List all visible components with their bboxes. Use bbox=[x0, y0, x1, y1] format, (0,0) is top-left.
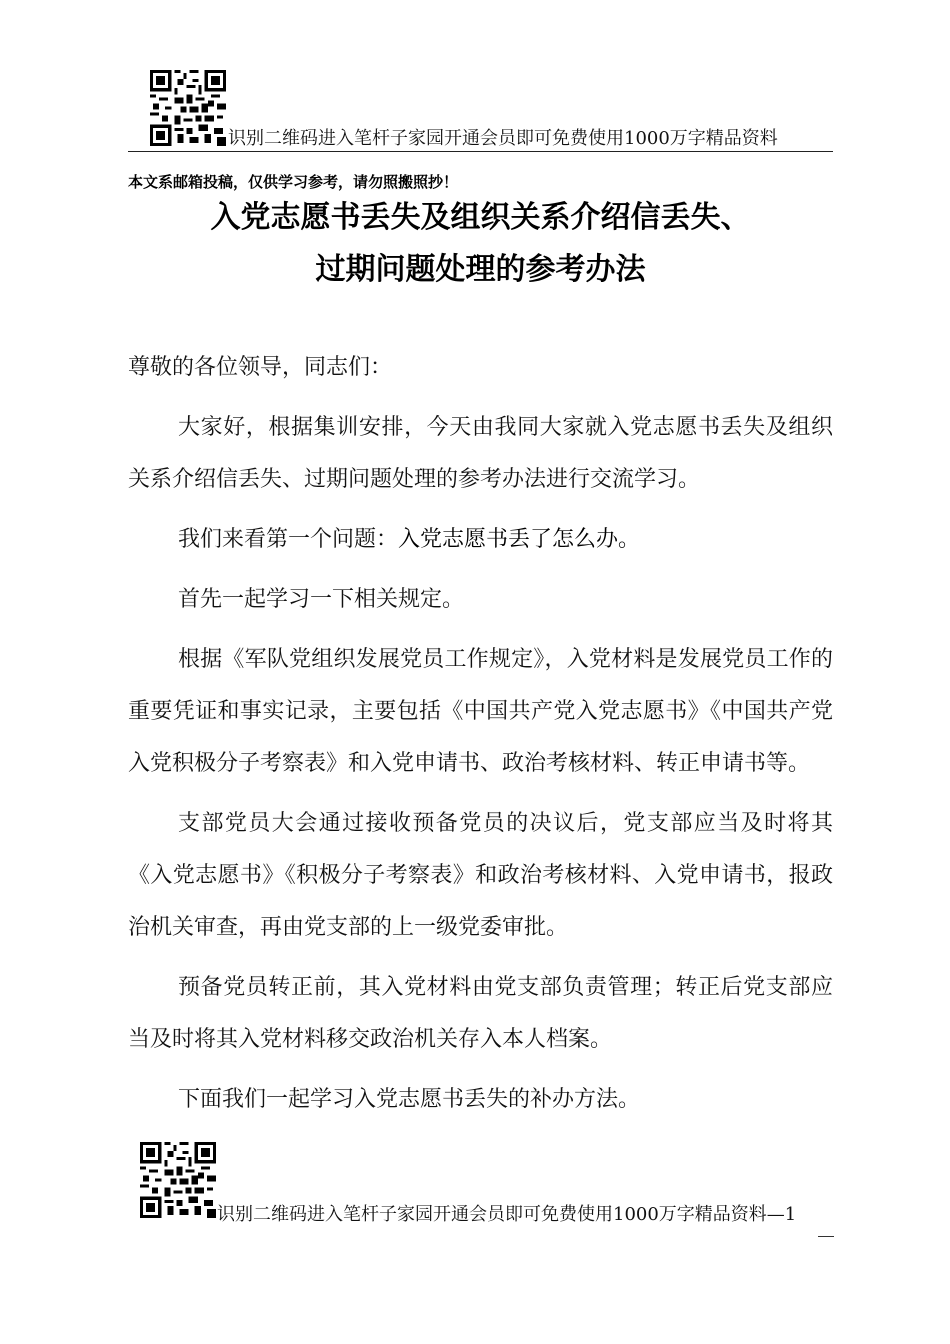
salutation: 尊敬的各位领导，同志们： bbox=[128, 355, 393, 380]
footer-promo-text: 识别二维码进入笔杆子家园开通会员即可免费使用1000万字精品资料—1 bbox=[217, 1204, 797, 1225]
paragraph-regulation: 根据《军队党组织发展党员工作规定》，入党材料是发展党员工作的重要凭证和事实记录，主要包括《中国共产党入党志愿书》《中国共产党入党积极分子考察表》和入党申请书、政治考核材料、转正申请书等。 bbox=[128, 647, 833, 776]
submission-notice: 本文系邮箱投稿，仅供学习参考，请勿照搬照抄！ bbox=[128, 173, 459, 191]
qr-code-header[interactable] bbox=[150, 70, 226, 146]
question-highlight: 入党志愿书丢了怎么办。 bbox=[398, 527, 641, 552]
paragraph-next: 下面我们一起学习入党志愿书丢失的补办方法。 bbox=[178, 1087, 641, 1112]
qr-code-footer[interactable] bbox=[140, 1142, 216, 1218]
paragraph-procedure: 支部党员大会通过接收预备党员的决议后，党支部应当及时将其《入党志愿书》《积极分子考察表》和政治考核材料、入党申请书，报政治机关审查，再由党支部的上一级党委审批。 bbox=[128, 811, 833, 940]
paragraph-intro: 大家好，根据集训安排，今天由我同大家就入党志愿书丢失及组织关系介绍信丢失、过期问题处理的参考办法进行交流学习。 bbox=[128, 415, 833, 492]
paragraph-question-1 bbox=[128, 514, 833, 566]
qr-code-icon bbox=[140, 1142, 216, 1218]
title-line-2: 过期问题处理的参考办法 bbox=[315, 252, 646, 287]
header-promo-text: 识别二维码进入笔杆子家园开通会员即可免费使用1000万字精品资料 bbox=[228, 128, 778, 149]
footer-page-dash bbox=[818, 1236, 834, 1237]
question-lead: 我们来看第一个问题： bbox=[178, 527, 399, 552]
paragraph-study-rules: 首先一起学习一下相关规定。 bbox=[178, 587, 465, 612]
title-line-1: 入党志愿书丢失及组织关系介绍信丢失、 bbox=[210, 200, 751, 235]
document-body bbox=[128, 342, 833, 1126]
header-divider bbox=[128, 151, 833, 152]
paragraph-archive: 预备党员转正前，其入党材料由党支部负责管理；转正后党支部应当及时将其入党材料移交政治机关存入本人档案。 bbox=[128, 975, 833, 1052]
qr-code-icon bbox=[150, 70, 226, 146]
document-title bbox=[128, 192, 833, 296]
